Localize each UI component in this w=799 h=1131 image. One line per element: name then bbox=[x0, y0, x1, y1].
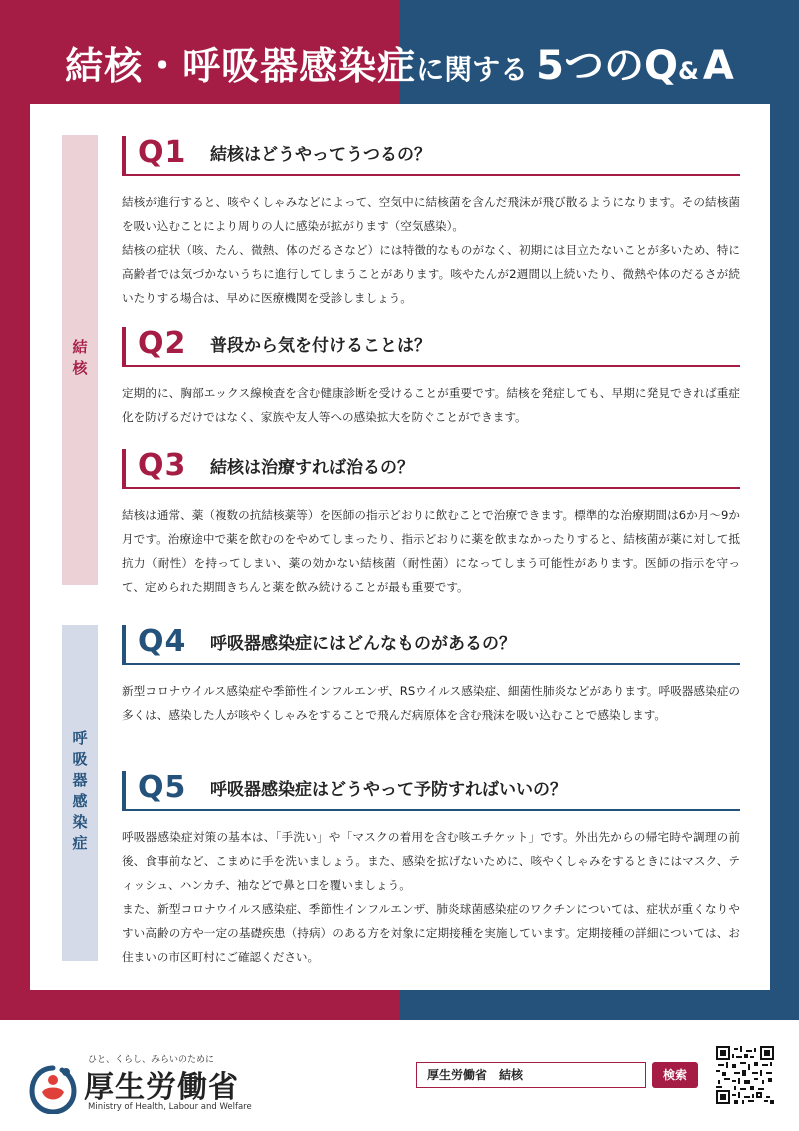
question-header bbox=[122, 625, 740, 665]
title-a: A bbox=[702, 43, 734, 89]
answer-text: 結核が進行すると、咳やくしゃみなどによって、空気中に結核菌を含んだ飛沫が飛び散るようになります。その結核菌を吸い込むことにより周りの人に感染が拡がります（空気感染）。 結核の症状（咳、たん、微熱、体のだるさなど）には特徴的なものがなく、初期には目立たないことが多いため、特に高齢者では気づかないうちに進行してしまうことがあります。咳やたんが2週間以上続いたり、微熱や体のだるさが続いたりする場合は、早めに医療機関を受診しましょう。 bbox=[122, 195, 740, 305]
section-label-respiratory bbox=[62, 625, 98, 961]
qr-code-icon[interactable] bbox=[716, 1046, 774, 1104]
accent-bar bbox=[122, 136, 126, 176]
ministry-name: 厚生労働省 bbox=[84, 1070, 239, 1105]
question-text: 結核は治療すれば治るの？ bbox=[210, 458, 414, 478]
mhlw-logo-icon bbox=[28, 1062, 78, 1114]
qa-item-3 bbox=[122, 449, 740, 599]
question-number: Q1 bbox=[138, 135, 187, 170]
search-input[interactable]: 厚生労働省 結核 bbox=[416, 1062, 646, 1088]
question-number: Q4 bbox=[138, 624, 187, 659]
page-title bbox=[0, 34, 799, 94]
title-connector: に関する bbox=[416, 53, 529, 86]
question-number: Q5 bbox=[138, 770, 187, 805]
answer-text: 呼吸器感染症対策の基本は、「手洗い」や「マスクの着用を含む咳エチケット」です。外出先からの帰宅時や調理の前後、食事前など、こまめに手を洗いましょう。また、感染を拡げないために、咳やくしゃみをするときにはマスク、ティッシュ、ハンカチ、袖などで鼻と口を覆いましょう。 また、新型コロナウイルス感染症、季節性インフルエンザ、肺炎球菌感染症のワクチンについては、症状が重くなりやすい高齢の方や一定の基礎疾患（持病）のある方を対象に定期接種を実施しています。定期接種の詳細については、お住まいの市区町村にご確認ください。 bbox=[122, 830, 740, 964]
section-label-text: 呼吸器感染症 bbox=[70, 730, 89, 856]
qa-item-5 bbox=[122, 771, 740, 969]
accent-bar bbox=[122, 327, 126, 367]
divider bbox=[122, 174, 740, 176]
footer bbox=[0, 1020, 799, 1131]
divider bbox=[122, 663, 740, 665]
qa-item-4 bbox=[122, 625, 740, 727]
question-header bbox=[122, 136, 740, 176]
title-main: 結核・呼吸器感染症 bbox=[65, 44, 417, 88]
divider bbox=[122, 809, 740, 811]
question-text: 呼吸器感染症はどうやって予防すればいいの？ bbox=[210, 780, 567, 800]
question-header bbox=[122, 449, 740, 489]
answer-text: 新型コロナウイルス感染症や季節性インフルエンザ、RSウイルス感染症、細菌性肺炎などがあります。呼吸器感染症の多くは、感染した人が咳やくしゃみをすることで飛んだ病原体を含む飛沫を吸い込むことで感染します。 bbox=[122, 684, 740, 722]
title-count: 5つのQ bbox=[536, 43, 678, 89]
section-label-text: 結核 bbox=[70, 339, 89, 381]
content-panel bbox=[30, 104, 770, 990]
answer-text: 結核は通常、薬（複数の抗結核薬等）を医師の指示どおりに飲むことで治療できます。標準的な治療期間は6か月〜9か月です。治療途中で薬を飲むのをやめてしまったり、指示どおりに薬を飲まなかったりすると、結核菌が薬に対して抵抗力（耐性）を持ってしまい、薬の効かない結核菌（耐性菌）になってしまう可能性があります。医師の指示を守って、定められた期間きちんと薬を飲み続けることが最も重要です。 bbox=[122, 508, 740, 594]
question-number: Q2 bbox=[138, 326, 187, 361]
question-header bbox=[122, 771, 740, 811]
qa-item-2 bbox=[122, 327, 740, 429]
accent-bar bbox=[122, 449, 126, 489]
divider bbox=[122, 365, 740, 367]
question-number: Q3 bbox=[138, 448, 187, 483]
question-header bbox=[122, 327, 740, 367]
search-button[interactable]: 検索 bbox=[652, 1062, 698, 1088]
ministry-name-english: Ministry of Health, Labour and Welfare bbox=[88, 1102, 252, 1112]
question-text: 普段から気を付けることは？ bbox=[210, 336, 431, 356]
answer-text: 定期的に、胸部エックス線検査を含む健康診断を受けることが重要です。結核を発症しても、早期に発見できれば重症化を防げるだけではなく、家族や友人等への感染拡大を防ぐことができます。 bbox=[122, 386, 740, 424]
accent-bar bbox=[122, 771, 126, 811]
ministry-tagline: ひと、くらし、みらいのために bbox=[88, 1055, 215, 1065]
question-text: 結核はどうやってうつるの？ bbox=[210, 145, 431, 165]
accent-bar bbox=[122, 625, 126, 665]
qa-item-1 bbox=[122, 136, 740, 310]
question-text: 呼吸器感染症にはどんなものがあるの？ bbox=[210, 634, 516, 654]
divider bbox=[122, 487, 740, 489]
title-ampersand: & bbox=[677, 57, 699, 85]
section-label-tuberculosis bbox=[62, 135, 98, 585]
